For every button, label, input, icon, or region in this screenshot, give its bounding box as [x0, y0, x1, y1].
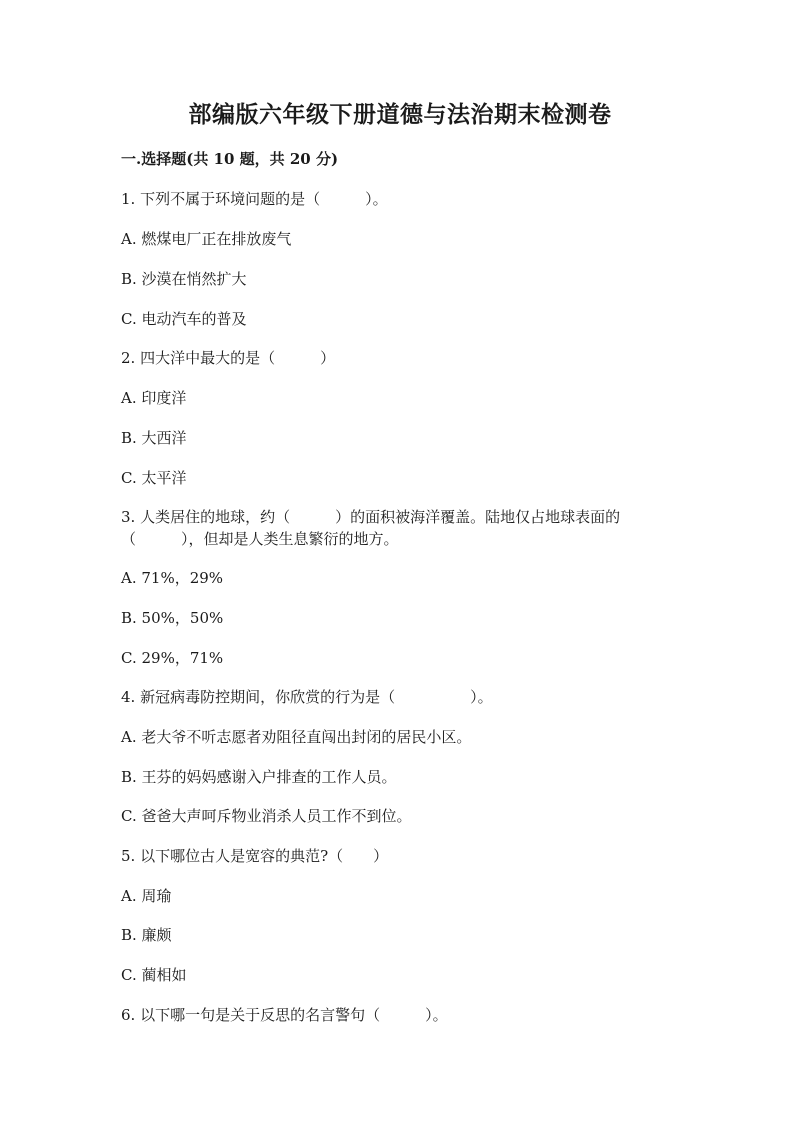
question-1-option-b: B. 沙漠在悄然扩大 [121, 270, 247, 288]
question-4-option-b: B. 王芬的妈妈感谢入户排查的工作人员。 [121, 768, 397, 786]
question-4-option-c: C. 爸爸大声呵斥物业消杀人员工作不到位。 [121, 807, 412, 825]
question-6-stem: 6. 以下哪一句是关于反思的名言警句（ ）。 [121, 1006, 448, 1024]
question-2-option-b: B. 大西洋 [121, 429, 187, 447]
question-1-stem: 1. 下列不属于环境问题的是（ ）。 [121, 190, 388, 208]
question-5-option-b: B. 廉颇 [121, 926, 172, 944]
question-1-option-c: C. 电动汽车的普及 [121, 310, 247, 328]
question-1-option-a: A. 燃煤电厂正在排放废气 [121, 230, 292, 248]
section-heading: 一.选择题(共 10 题，共 20 分) [121, 150, 339, 168]
question-2-option-c: C. 太平洋 [121, 469, 187, 487]
question-2-option-a: A. 印度洋 [121, 389, 187, 407]
exam-title: 部编版六年级下册道德与法治期末检测卷 [188, 101, 612, 128]
question-4-option-a: A. 老大爷不听志愿者劝阻径直闯出封闭的居民小区。 [121, 728, 472, 746]
question-5-option-c: C. 蔺相如 [121, 966, 187, 984]
question-3-stem: 3. 人类居住的地球，约（ ）的面积被海洋覆盖。陆地仅占地球表面的 [121, 508, 621, 526]
question-3-stem-continued: （ ），但却是人类生息繁衍的地方。 [121, 530, 399, 548]
question-3-option-c: C. 29%，71% [121, 649, 224, 667]
question-3-option-b: B. 50%，50% [121, 609, 224, 627]
question-5-option-a: A. 周瑜 [121, 887, 172, 905]
question-2-stem: 2. 四大洋中最大的是（ ） [121, 349, 336, 367]
question-5-stem: 5. 以下哪位古人是宽容的典范?（ ） [121, 847, 389, 865]
question-3-option-a: A. 71%，29% [121, 569, 224, 587]
question-4-stem: 4. 新冠病毒防控期间，你欣赏的行为是（ ）。 [121, 688, 493, 706]
